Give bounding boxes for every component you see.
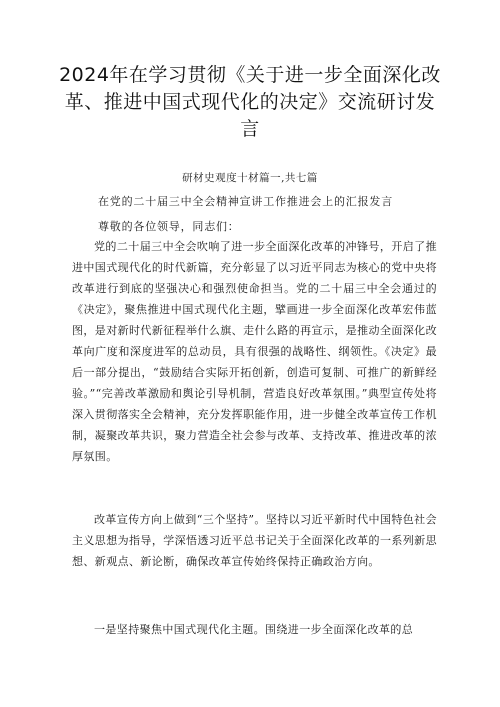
speech-heading: 在党的二十届三中全会精神宣讲工作推进会上的汇报发言 xyxy=(98,195,393,208)
salutation: 尊敬的各位领导，同志们： xyxy=(98,220,240,233)
body-paragraph-3: 一是坚持聚焦中国式现代化主题。围绕进一步全面深化改革的总 xyxy=(94,623,414,636)
body-paragraph-1: 党的二十届三中全会吹响了进一步全面深化改革的冲锋号，开启了推进中国式现代化的时代新篇，充分彰显了以习近平同志为核心的党中央将改革进行到底的坚强决心和强烈使命担当。党的二十届三中全会通过的《决定》，聚焦推进中国式现代化主题，擘画进一步全面深化改革宏伟蓝图，是对新时代新征程举什么旗、走什么路的再宣示，是推动全面深化改革向广度和深度进军的总动员，具有很强的战略性、纲领性。《决定》最后一部分提出，“鼓励结合实际开拓创新，创造可复制、可推广的新鲜经验。”“完善改革激励和舆论引导机制，营造良好改革氛围。”典型宣传处将深入贯彻落实全会精神，充分发挥职能作用，进一步健全改革宣传工作机制，凝聚改革共识，聚力营造全社会参与改革、支持改革、推进改革的浓厚氛围。 xyxy=(72,240,437,463)
body-paragraph-2: 改革宣传方向上做到“三个坚持”。坚持以习近平新时代中国特色社会主义思想为指导，学深悟透习近平总书记关于全面深化改革的一系列新思想、新观点、新论断，确保改革宣传始终保持正确政治方向。 xyxy=(72,513,437,568)
document-title: 2024年在学习贯彻《关于进一步全面深化改革、推进中国式现代化的决定》交流研讨发言 xyxy=(59,64,441,140)
document-subtitle: 研材史观度十材篇一,共七篇 xyxy=(182,172,318,184)
